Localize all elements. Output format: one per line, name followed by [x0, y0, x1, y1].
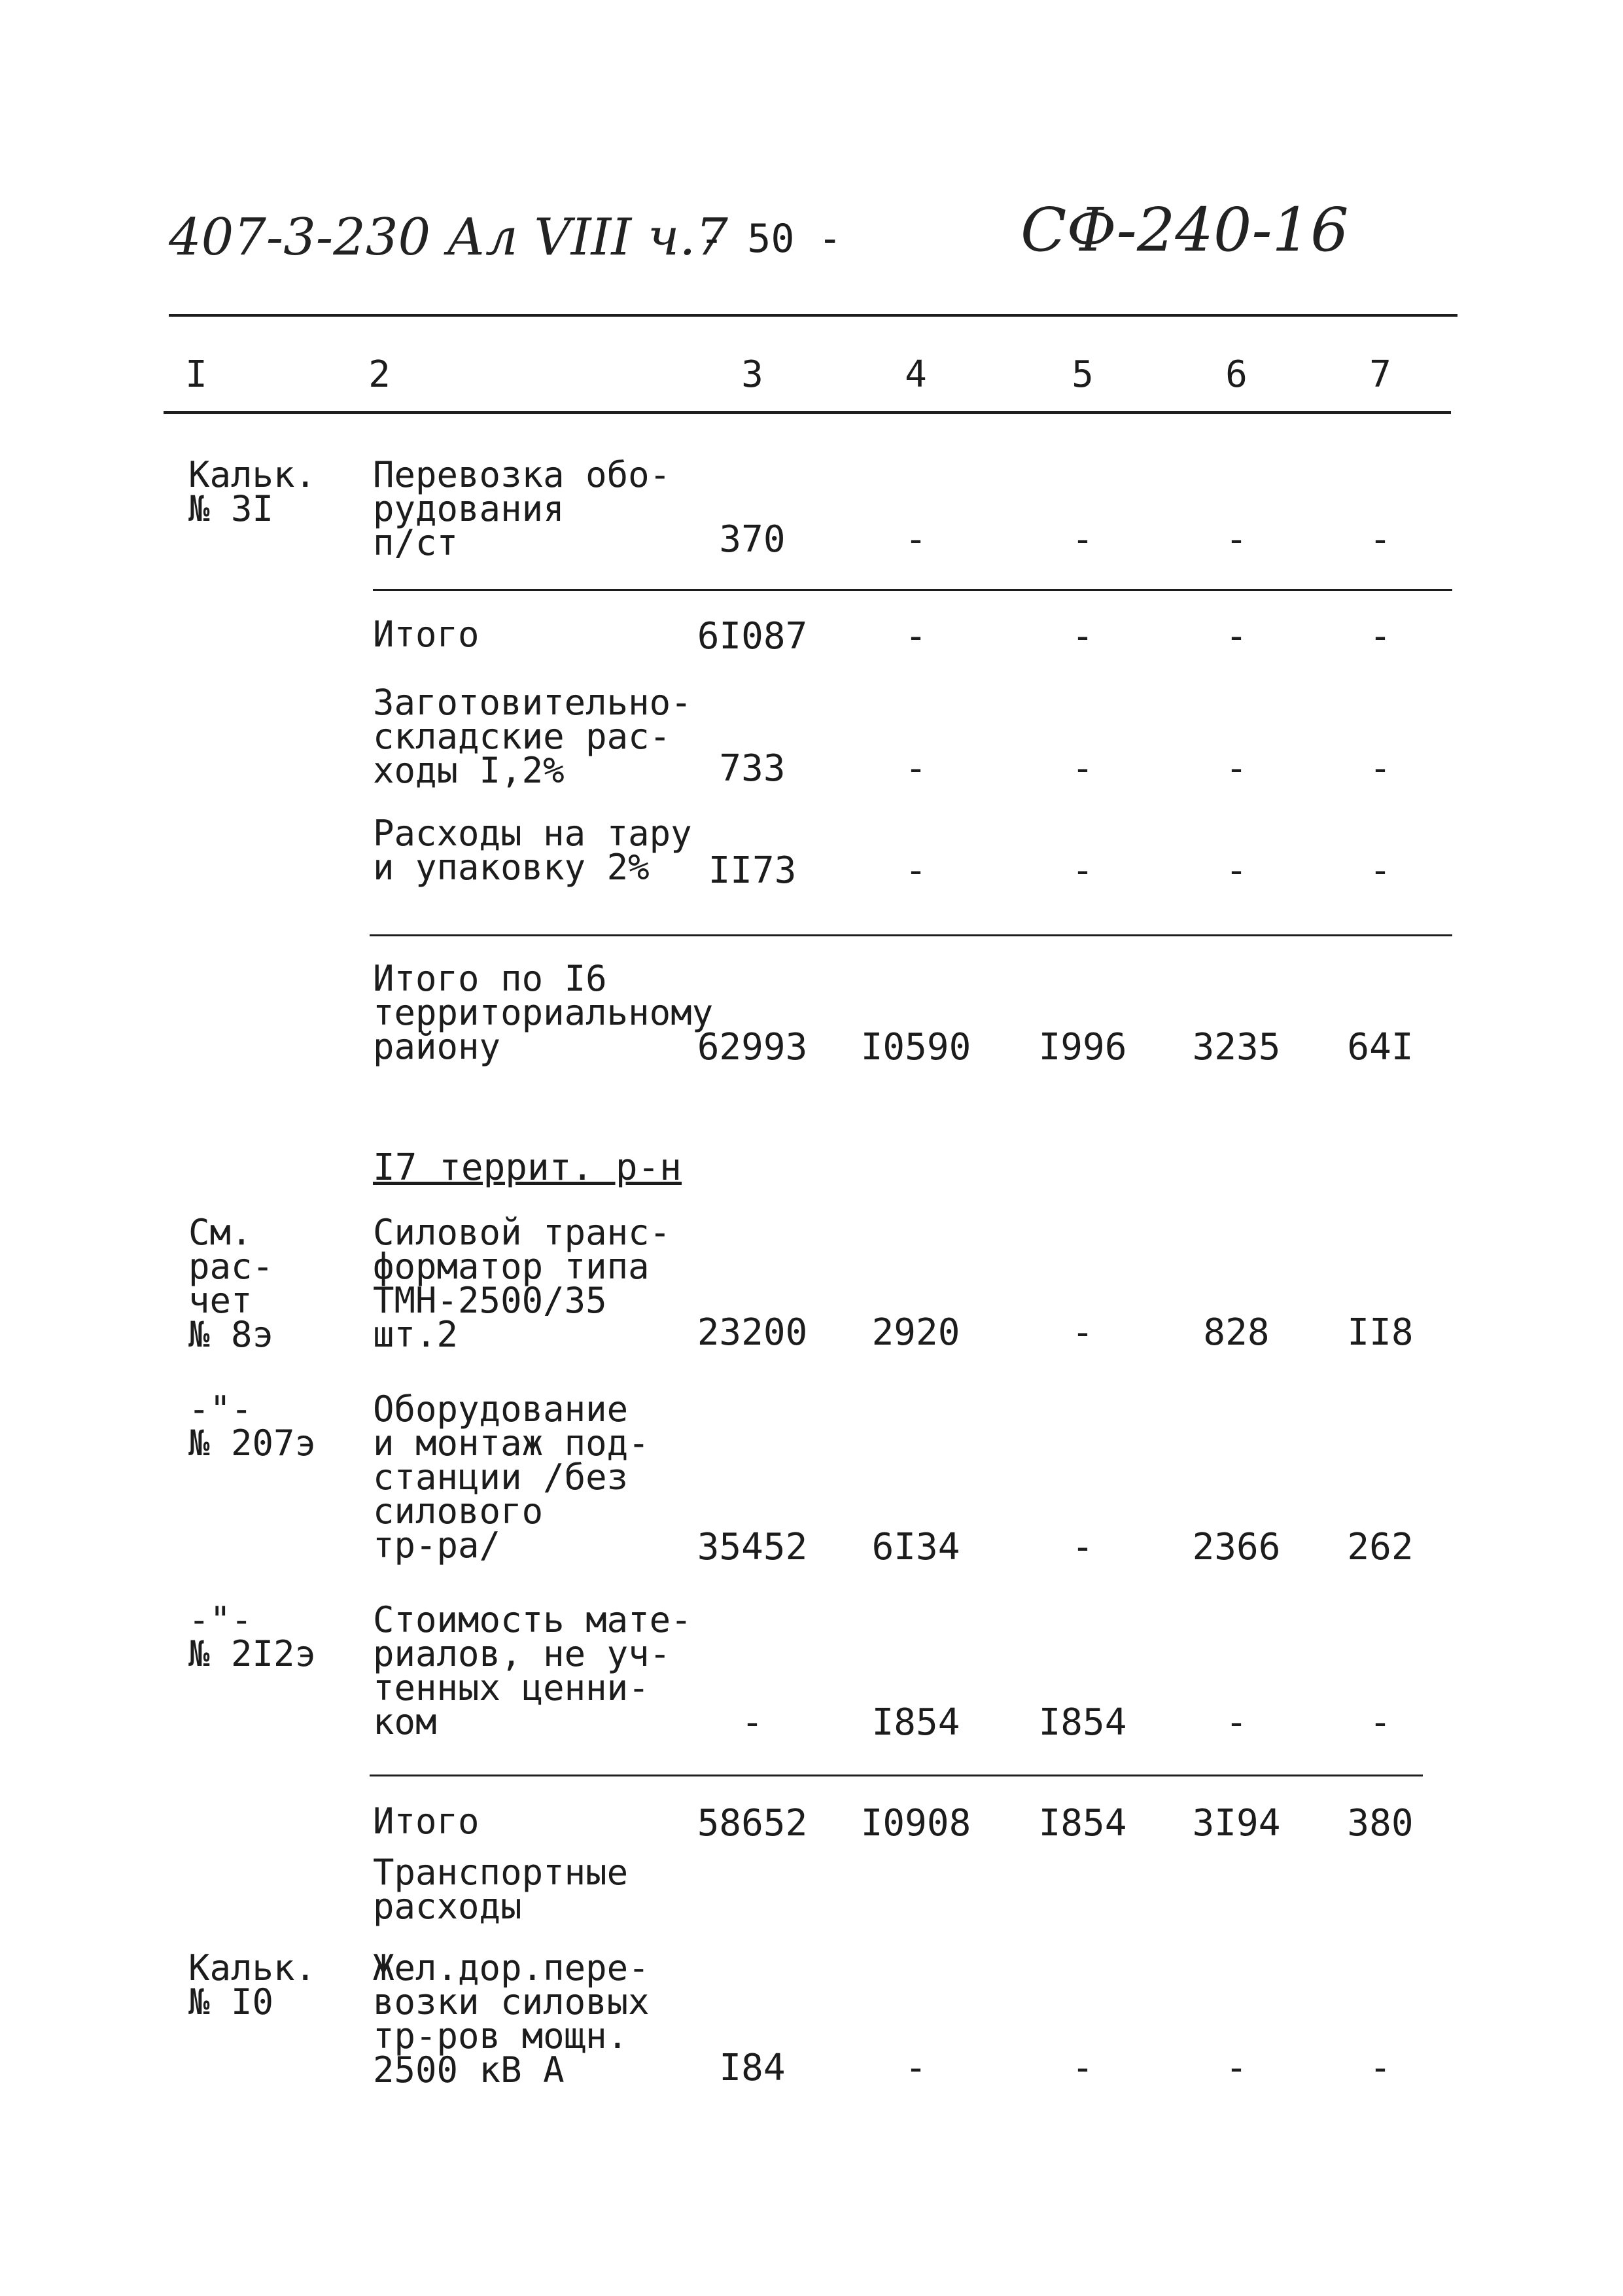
- row-description: Оборудование и монтаж под- станции /без силового тр-ра/: [373, 1388, 650, 1566]
- cell-col3: 35452: [697, 1526, 808, 1568]
- column-header-3: 3: [741, 353, 763, 396]
- cell-col7: -: [1369, 518, 1391, 561]
- cell-col4: I0908: [860, 1802, 971, 1845]
- row-description: Итого по I6 территориальному району: [373, 958, 714, 1067]
- cell-col4: I854: [871, 1701, 960, 1744]
- subtotal-rule: [373, 589, 1452, 591]
- cell-col7: -: [1369, 747, 1391, 790]
- row-reference: -"- № 2I2э: [188, 1599, 317, 1674]
- cell-col3: 62993: [697, 1026, 808, 1069]
- row-description: Силовой транс- форматор типа ТМН-2500/35 шт.2: [373, 1212, 671, 1355]
- cell-col5: I854: [1038, 1701, 1127, 1744]
- cell-col3: 58652: [697, 1802, 808, 1845]
- cell-col3: I84: [719, 2047, 786, 2089]
- cell-col5: I996: [1038, 1026, 1127, 1069]
- row-reference: -"- № 207э: [188, 1388, 317, 1464]
- document-code-right: СФ-240-16: [1021, 195, 1349, 265]
- row-description: Заготовительно- складские рас- ходы I,2%: [373, 682, 692, 791]
- cell-col4: -: [905, 2047, 927, 2089]
- page-number: - 50 -: [700, 216, 842, 262]
- row-reference: См. рас- чет № 8э: [188, 1212, 274, 1355]
- column-header-7: 7: [1369, 353, 1391, 396]
- cell-col5: -: [1072, 2047, 1094, 2089]
- table-top-rule: [169, 314, 1457, 317]
- row-description: Стоимость мате- риалов, не уч- тенных ценни- ком: [373, 1599, 692, 1742]
- cell-col5: -: [1072, 615, 1094, 658]
- cell-col7: -: [1369, 1701, 1391, 1744]
- cell-col4: -: [905, 747, 927, 790]
- cell-col7: 64I: [1347, 1026, 1414, 1069]
- column-header-2: 2: [368, 353, 391, 396]
- section-title: I7 террит. р-н: [373, 1146, 682, 1189]
- cell-col7: 262: [1347, 1526, 1414, 1568]
- row-description: Итого: [373, 1801, 480, 1842]
- column-header-1: I: [185, 353, 207, 396]
- cell-col6: 828: [1203, 1311, 1270, 1354]
- column-header-5: 5: [1072, 353, 1094, 396]
- cell-col7: II8: [1347, 1311, 1414, 1354]
- cell-col5: -: [1072, 1311, 1094, 1354]
- cell-col7: 380: [1347, 1802, 1414, 1845]
- subtotal-rule: [370, 934, 1452, 936]
- cell-col3: 733: [719, 747, 786, 790]
- cell-col7: -: [1369, 2047, 1391, 2089]
- cell-col3: 23200: [697, 1311, 808, 1354]
- subtotal-rule: [370, 1775, 1423, 1776]
- row-reference: Кальк. № I0: [188, 1947, 317, 2022]
- cell-col6: -: [1225, 849, 1248, 892]
- cell-col6: -: [1225, 518, 1248, 561]
- cell-col6: -: [1225, 1701, 1248, 1744]
- cell-col3: -: [741, 1701, 763, 1744]
- cell-col4: I0590: [860, 1026, 971, 1069]
- row-description: Перевозка обо- рудования п/ст: [373, 454, 671, 563]
- cell-col6: 3235: [1192, 1026, 1281, 1069]
- cell-col7: -: [1369, 849, 1391, 892]
- cell-col5: -: [1072, 747, 1094, 790]
- row-description: Жел.дор.пере- возки силовых тр-ров мощн. 2500 кВ А: [373, 1947, 650, 2091]
- cell-col4: -: [905, 518, 927, 561]
- cell-col7: -: [1369, 615, 1391, 658]
- row-description: Итого: [373, 614, 480, 655]
- cell-col4: -: [905, 849, 927, 892]
- cell-col6: 3I94: [1192, 1802, 1281, 1845]
- column-header-4: 4: [905, 353, 927, 396]
- row-reference: Кальк. № 3I: [188, 454, 317, 529]
- cell-col6: -: [1225, 615, 1248, 658]
- column-header-6: 6: [1225, 353, 1248, 396]
- cell-col5: I854: [1038, 1802, 1127, 1845]
- cell-col4: 6I34: [871, 1526, 960, 1568]
- cell-col3: 6I087: [697, 615, 808, 658]
- cell-col3: 370: [719, 518, 786, 561]
- cell-col6: -: [1225, 747, 1248, 790]
- cell-col4: 2920: [871, 1311, 960, 1354]
- cell-col5: -: [1072, 518, 1094, 561]
- cell-col5: -: [1072, 849, 1094, 892]
- cell-col5: -: [1072, 1526, 1094, 1568]
- cell-col4: -: [905, 615, 927, 658]
- cell-col6: 2366: [1192, 1526, 1281, 1568]
- document-code-left: 407-3-230 Ал VIII ч.7: [169, 208, 728, 267]
- cell-col3: II73: [708, 849, 797, 892]
- row-description: Расходы на тару и упаковку 2%: [373, 813, 692, 888]
- row-description: Транспортные расходы: [373, 1852, 629, 1927]
- header-bottom-rule: [164, 411, 1451, 414]
- cell-col6: -: [1225, 2047, 1248, 2089]
